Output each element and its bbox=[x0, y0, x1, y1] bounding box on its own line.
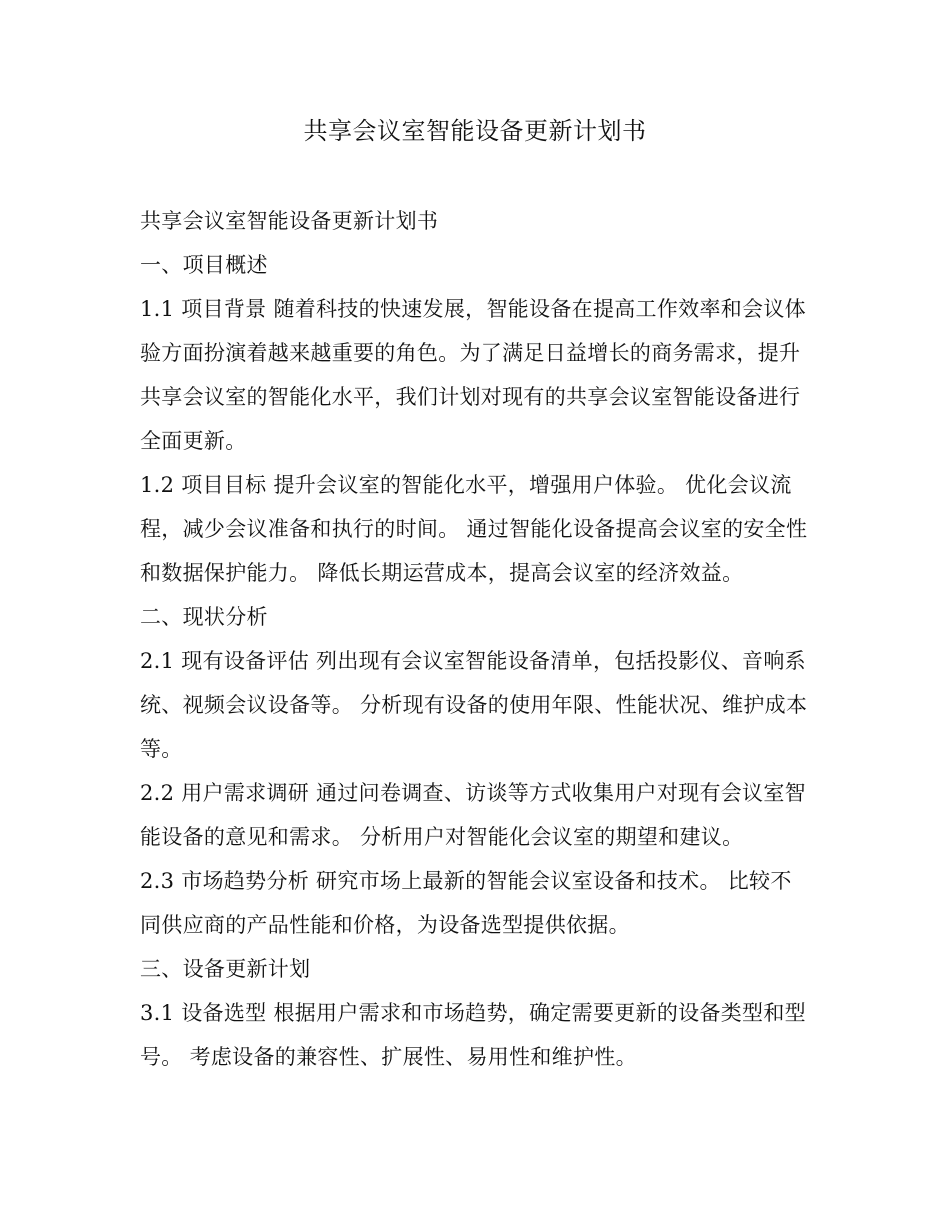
subtitle-line: 共享会议室智能设备更新计划书 bbox=[140, 209, 439, 233]
paragraph-2-1: 2.1 现有设备评估 列出现有会议室智能设备清单，包括投影仪、音响系统、视频会议设备等。 分析现有设备的使用年限、性能状况、维护成本等。 bbox=[140, 649, 808, 761]
section-heading-2: 二、现状分析 bbox=[140, 605, 268, 629]
paragraph-2-3: 2.3 市场趋势分析 研究市场上最新的智能会议室设备和技术。 比较不同供应商的产品性能和价格，为设备选型提供依据。 bbox=[140, 869, 792, 937]
paragraph-1-2: 1.2 项目目标 提升会议室的智能化水平，增强用户体验。 优化会议流程，减少会议准备和执行的时间。 通过智能化设备提高会议室的安全性和数据保护能力。 降低长期运营成本，提高会议室的经济效益。 bbox=[140, 473, 808, 585]
paragraph-2-2: 2.2 用户需求调研 通过问卷调查、访谈等方式收集用户对现有会议室智能设备的意见和需求。 分析用户对智能化会议室的期望和建议。 bbox=[140, 781, 806, 849]
section-heading-3: 三、设备更新计划 bbox=[140, 957, 311, 981]
section-heading-1: 一、项目概述 bbox=[140, 253, 268, 277]
paragraph-3-1: 3.1 设备选型 根据用户需求和市场趋势，确定需要更新的设备类型和型号。 考虑设备的兼容性、扩展性、易用性和维护性。 bbox=[140, 1001, 806, 1069]
document-body bbox=[140, 199, 812, 1079]
document-title: 共享会议室智能设备更新计划书 bbox=[303, 117, 647, 145]
paragraph-1-1: 1.1 项目背景 随着科技的快速发展，智能设备在提高工作效率和会议体验方面扮演着越来越重要的角色。为了满足日益增长的商务需求，提升共享会议室的智能化水平，我们计划对现有的共享会议室智能设备进行全面更新。 bbox=[140, 297, 806, 453]
